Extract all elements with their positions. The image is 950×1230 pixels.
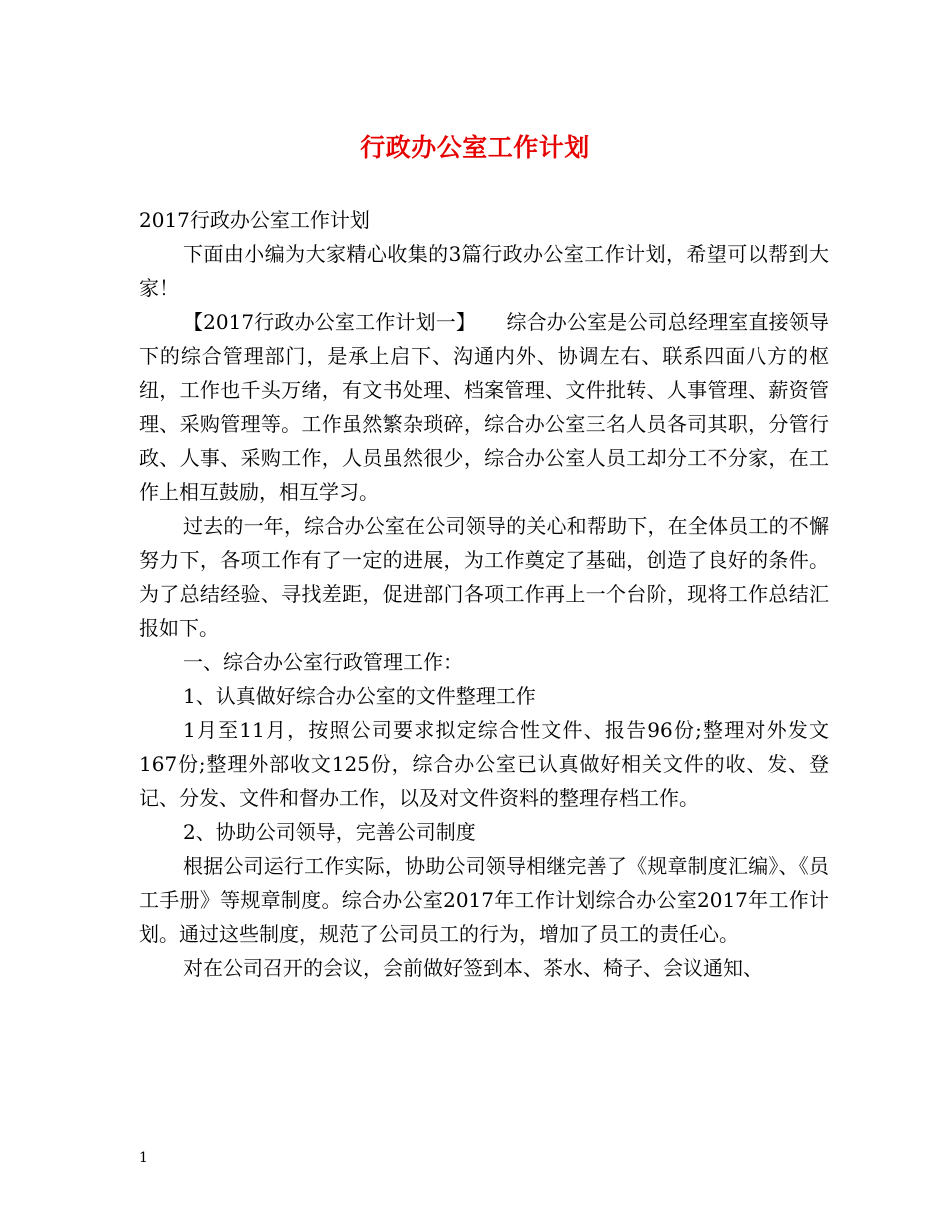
subsection-heading-rules: 2、协助公司领导，完善公司制度 (183, 820, 476, 844)
paragraph-past-year: 过去的一年，综合办公室在公司领导的关心和帮助下，在全体员工的不懈努力下，各项工作有了一定的进展，为工作奠定了基础，创造了良好的条件。为了总结经验、寻找差距，促进部门各项工作再上一个台阶，现将工作总结汇报如下。 (139, 514, 829, 640)
page-number: 1 (139, 1150, 148, 1166)
paragraph-plan-one: 【2017行政办公室工作计划一】 综合办公室是公司总经理室直接领导下的综合管理部门，是承上启下、沟通内外、协调左右、联系四面八方的枢纽，工作也千头万绪，有文书处理、档案管理、文件批转、人事管理、薪资管理、采购管理等。工作虽然繁杂琐碎，综合办公室三名人员各司其职，分管行政、人事、采购工作，人员虽然很少，综合办公室人员工却分工不分家，在工作上相互鼓励，相互学习。 (139, 310, 829, 504)
paragraph-intro: 下面由小编为大家精心收集的3篇行政办公室工作计划，希望可以帮到大家！ (139, 242, 829, 300)
subsection-heading-files: 1、认真做好综合办公室的文件整理工作 (183, 684, 536, 708)
section-heading-admin: 一、综合办公室行政管理工作： (183, 650, 463, 674)
paragraph-heading: 2017行政办公室工作计划 (139, 208, 370, 232)
document-title: 行政办公室工作计划 (360, 133, 590, 162)
document-body (139, 203, 829, 985)
paragraph-rules: 根据公司运行工作实际，协助公司领导相继完善了《规章制度汇编》、《员工手册》等规章制度。综合办公室2017年工作计划综合办公室2017年工作计划。通过这些制度，规范了公司员工的行为，增加了员工的责任心。 (139, 854, 829, 946)
paragraph-meetings: 对在公司召开的会议，会前做好签到本、茶水、椅子、会议通知、 (183, 956, 763, 980)
paragraph-files: 1月至11月，按照公司要求拟定综合性文件、报告96份;整理对外发文167份;整理外部收文125份，综合办公室已认真做好相关文件的收、发、登记、分发、文件和督办工作，以及对文件资料的整理存档工作。 (139, 718, 829, 810)
